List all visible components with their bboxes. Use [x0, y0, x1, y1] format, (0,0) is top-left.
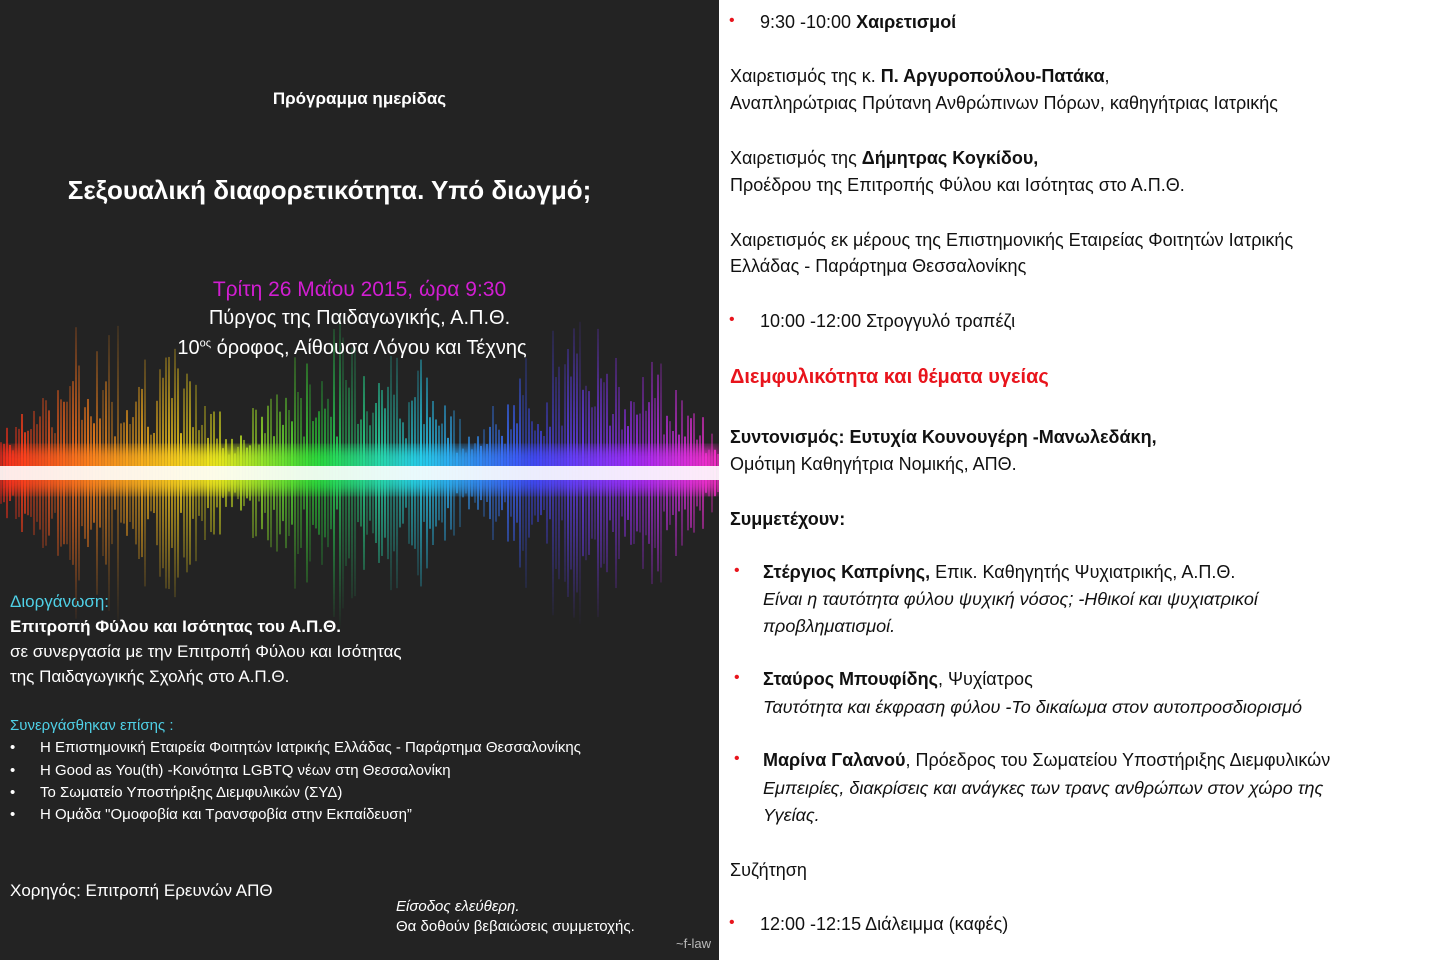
collaborator-item: • Η Επιστημονική Εταιρεία Φοιτητών Ιατρικής Ελλάδας - Παράρτημα Θεσσαλονίκης: [10, 739, 581, 756]
coordinator-role: Ομότιμη Καθηγήτρια Νομικής, ΑΠΘ.: [730, 454, 1017, 474]
participant-3: Μαρίνα Γαλανού, Πρόεδρος του Σωματείου Υποστήριξης Διεμφυλικών: [763, 750, 1331, 770]
participant-2-topic: Ταυτότητα και έκφραση φύλου -Το δικαίωμα στον αυτοπροσδιορισμό: [763, 697, 1302, 717]
greeting-1-role: Αναπληρώτριας Πρύτανη Ανθρώπινων Πόρων, καθηγήτριας Ιατρικής: [730, 93, 1278, 113]
participant-1: Στέργιος Καπρίνης, Επικ. Καθηγητής Ψυχιατρικής, Α.Π.Θ.: [763, 562, 1236, 582]
event-title: Σεξουαλική διαφορετικότητα. Υπό διωγμό;: [67, 175, 592, 205]
bullet-icon: •: [734, 750, 740, 767]
participant-3-topic-cont: Υγείας.: [763, 805, 820, 825]
sponsor: Χορηγός: Επιτροπή Ερευνών ΑΠΘ: [10, 881, 273, 900]
participant-1-topic: Είναι η ταυτότητα φύλου ψυχική νόσος; -Ηθικοί και ψυχιατρικοί: [763, 589, 1258, 609]
event-date: Τρίτη 26 Μαΐου 2015, ώρα 9:30: [212, 278, 507, 301]
organization-label: Διοργάνωση:: [10, 592, 110, 611]
greeting-3-line2: Ελλάδας - Παράρτημα Θεσσαλονίκης: [730, 256, 1027, 276]
bullet-icon: •: [729, 12, 735, 29]
organizer-line3: της Παιδαγωγικής Σχολής στο Α.Π.Θ.: [10, 667, 290, 686]
session-title: Χαιρετισμοί: [856, 12, 957, 32]
event-floor: [0, 337, 719, 360]
bullet-icon: •: [734, 562, 740, 579]
organizer-name: Επιτροπή Φύλου και Ισότητας του Α.Π.Θ.: [10, 617, 341, 636]
collaborator-item: • Η Ομάδα "Ομοφοβία και Τρανσφοβία στην Εκπαίδευση”: [10, 806, 412, 823]
floor-ordinal: ος: [199, 337, 212, 350]
greeting-2-name: Δήμητρας Κογκίδου,: [861, 148, 1039, 168]
collaborator-item: • Το Σωματείο Υποστήριξης Διεμφυλικών (ΣΥΔ): [10, 784, 343, 801]
organizer-line2: σε συνεργασία με την Επιτροπή Φύλου και Ισότητας: [10, 642, 402, 661]
greeting-2-role: Προέδρου της Επιτροπής Φύλου και Ισότητας στο Α.Π.Θ.: [730, 175, 1185, 195]
session-time: 9:30 -10:00: [760, 12, 857, 32]
floor-number: 10: [177, 337, 200, 359]
discussion: Συζήτηση: [730, 860, 807, 880]
participant-3-topic: Εμπειρίες, διακρίσεις και ανάγκες των τρανς ανθρώπων στον χώρο της: [763, 778, 1324, 798]
collaborator-item: • Η Good as You(th) -Κοινότητα LGBTQ νέων στη Θεσσαλονίκη: [10, 762, 451, 779]
event-venue: Πύργος της Παιδαγωγικής, Α.Π.Θ.: [208, 307, 511, 329]
session-roundtable: 10:00 -12:00 Στρογγυλό τραπέζι: [760, 311, 1016, 331]
right-panel: [719, 0, 1440, 960]
participants-label: Συμμετέχουν:: [730, 509, 846, 529]
session-welcome: [760, 9, 956, 35]
greeting-3: Χαιρετισμός εκ μέρους της Επιστημονικής Εταιρείας Φοιτητών Ιατρικής: [730, 230, 1294, 250]
program-label: Πρόγραμμα ημερίδας: [272, 89, 447, 108]
bullet-icon: •: [729, 311, 735, 328]
floor-room: όροφος, Αίθουσα Λόγου και Τέχνης: [211, 337, 527, 359]
greeting-1: Χαιρετισμός της κ. Π. Αργυροπούλου-Πατάκα,: [730, 66, 1110, 86]
greeting-1-name: Π. Αργυροπούλου-Πατάκα: [880, 66, 1105, 86]
entry-free: Είσοδος ελεύθερη.: [396, 898, 520, 915]
greeting-2: Χαιρετισμός της Δήμητρας Κογκίδου,: [730, 148, 1039, 168]
bullet-icon: •: [729, 914, 735, 931]
participant-1-topic-cont: προβληματισμοί.: [763, 616, 896, 636]
session-break: 12:00 -12:15 Διάλειμμα (καφές): [760, 914, 1009, 934]
coordinator: Συντονισμός: Ευτυχία Κουνουγέρη -Μανωλεδάκη,: [730, 427, 1157, 447]
left-panel: [0, 0, 719, 960]
bullet-icon: •: [734, 669, 740, 686]
certificates-note: Θα δοθούν βεβαιώσεις συμμετοχής.: [396, 918, 635, 935]
collaborators-label: Συνεργάσθηκαν επίσης :: [10, 717, 174, 734]
roundtable-heading: Διεμφυλικότητα και θέματα υγείας: [730, 366, 1049, 388]
signature: ~f-law: [676, 936, 712, 951]
participant-2: Σταύρος Μπουφίδης, Ψυχίατρος: [763, 669, 1033, 689]
